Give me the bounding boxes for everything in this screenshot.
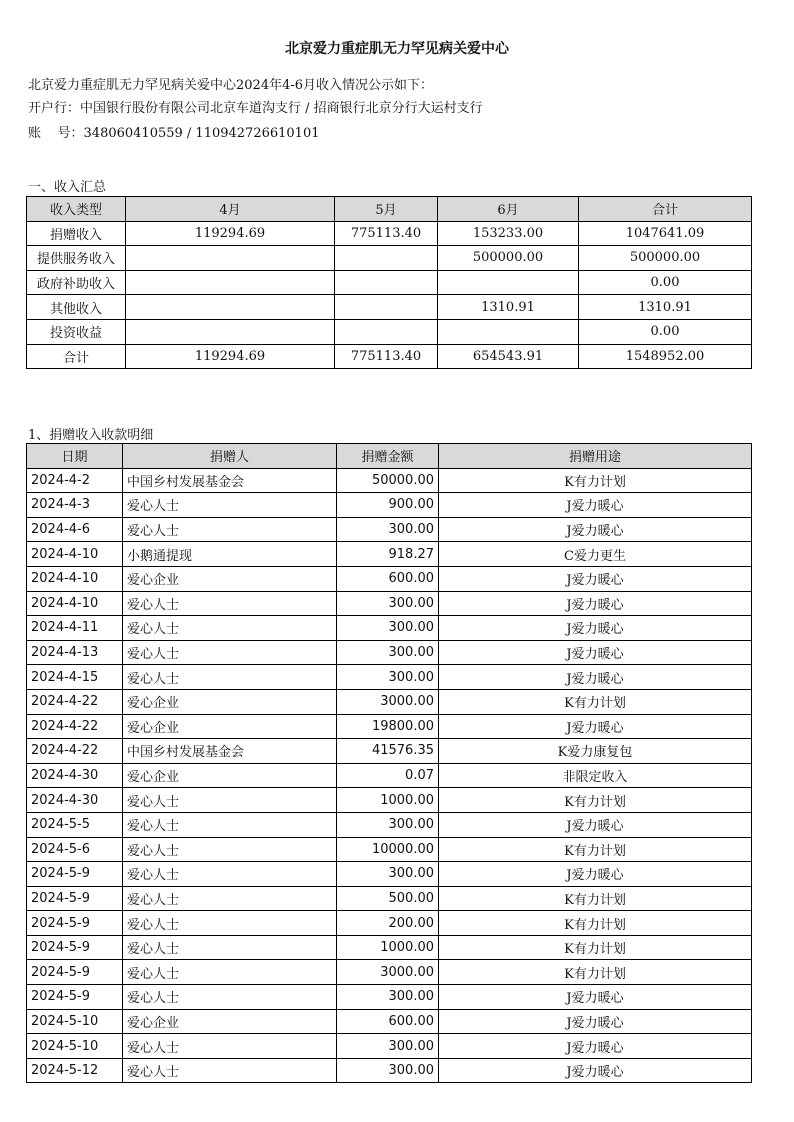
summary-row-cell: 投资收益: [27, 319, 126, 344]
detail-row: [27, 788, 752, 813]
detail-row: [27, 468, 752, 493]
summary-header-row: [27, 197, 752, 222]
detail-row-cell: J爱力暖心: [439, 640, 752, 665]
detail-row-cell: 爱心人士: [123, 985, 337, 1010]
detail-row-cell: 2024-5-9: [27, 935, 123, 960]
income-summary-table: [26, 196, 752, 369]
summary-row-cell: 119294.69: [126, 344, 335, 369]
detail-row-cell: 中国乡村发展基金会: [123, 739, 337, 764]
detail-row-cell: 2024-4-11: [27, 616, 123, 641]
detail-row: [27, 985, 752, 1010]
detail-row-cell: 2024-4-10: [27, 542, 123, 567]
detail-row-cell: 小鹅通提现: [123, 542, 337, 567]
detail-row-cell: J爱力暖心: [439, 665, 752, 690]
detail-header-cell: 日期: [27, 444, 123, 469]
detail-row-cell: 500.00: [337, 886, 439, 911]
detail-row: [27, 911, 752, 936]
detail-row: [27, 591, 752, 616]
detail-row-cell: J爱力暖心: [439, 714, 752, 739]
detail-row-cell: J爱力暖心: [439, 1058, 752, 1083]
detail-row: [27, 960, 752, 985]
detail-row-cell: 2024-4-22: [27, 739, 123, 764]
summary-row-cell: 153233.00: [438, 221, 579, 246]
detail-row-cell: 2024-4-3: [27, 493, 123, 518]
detail-row: [27, 1058, 752, 1083]
detail-row-cell: 2024-5-12: [27, 1058, 123, 1083]
summary-row-cell: 1310.91: [579, 295, 752, 320]
detail-row-cell: 900.00: [337, 493, 439, 518]
detail-row-cell: J爱力暖心: [439, 566, 752, 591]
summary-row-cell: [335, 246, 438, 271]
detail-row-cell: 0.07: [337, 763, 439, 788]
detail-row-cell: J爱力暖心: [439, 812, 752, 837]
detail-heading: 1、捐赠收入收款明细: [28, 428, 154, 443]
detail-row-cell: 2024-4-22: [27, 689, 123, 714]
detail-row-cell: J爱力暖心: [439, 862, 752, 887]
detail-row-cell: C爱力更生: [439, 542, 752, 567]
detail-row-cell: 300.00: [337, 1058, 439, 1083]
detail-row-cell: 2024-5-5: [27, 812, 123, 837]
detail-row: [27, 1009, 752, 1034]
detail-row-cell: 3000.00: [337, 960, 439, 985]
detail-row: [27, 886, 752, 911]
detail-row-cell: 爱心人士: [123, 640, 337, 665]
summary-row-cell: 1310.91: [438, 295, 579, 320]
detail-row: [27, 566, 752, 591]
summary-row-cell: 119294.69: [126, 221, 335, 246]
detail-header-cell: 捐赠金额: [337, 444, 439, 469]
detail-header-row: [27, 444, 752, 469]
detail-row-cell: 非限定收入: [439, 763, 752, 788]
detail-row: [27, 862, 752, 887]
detail-row-cell: 2024-5-9: [27, 911, 123, 936]
summary-row: [27, 344, 752, 369]
detail-row-cell: 41576.35: [337, 739, 439, 764]
detail-row-cell: 2024-4-10: [27, 566, 123, 591]
detail-row-cell: 爱心人士: [123, 812, 337, 837]
detail-row-cell: 300.00: [337, 812, 439, 837]
detail-row-cell: 爱心人士: [123, 837, 337, 862]
detail-row: [27, 689, 752, 714]
detail-row-cell: 爱心人士: [123, 788, 337, 813]
summary-header-cell: 合计: [579, 197, 752, 222]
detail-row-cell: K有力计划: [439, 837, 752, 862]
detail-row-cell: 2024-4-6: [27, 517, 123, 542]
detail-row-cell: 爱心企业: [123, 1009, 337, 1034]
summary-header-cell: 6月: [438, 197, 579, 222]
detail-row-cell: J爱力暖心: [439, 616, 752, 641]
detail-row-cell: K爱力康复包: [439, 739, 752, 764]
detail-row-cell: 2024-5-9: [27, 960, 123, 985]
detail-row-cell: 2024-4-13: [27, 640, 123, 665]
detail-row-cell: 爱心企业: [123, 763, 337, 788]
detail-row-cell: 1000.00: [337, 935, 439, 960]
detail-row-cell: 2024-4-30: [27, 788, 123, 813]
detail-row-cell: K有力计划: [439, 689, 752, 714]
summary-header-cell: 收入类型: [27, 197, 126, 222]
detail-row-cell: 50000.00: [337, 468, 439, 493]
detail-row-cell: 爱心人士: [123, 665, 337, 690]
summary-row-cell: 政府补助收入: [27, 270, 126, 295]
summary-row: [27, 295, 752, 320]
detail-row-cell: 300.00: [337, 862, 439, 887]
detail-row: [27, 493, 752, 518]
summary-row: [27, 221, 752, 246]
account-info: 账 号：348060410559 / 110942726610101: [28, 126, 320, 141]
summary-row-cell: [126, 246, 335, 271]
detail-row-cell: 爱心人士: [123, 517, 337, 542]
detail-row-cell: 2024-4-15: [27, 665, 123, 690]
detail-row-cell: J爱力暖心: [439, 591, 752, 616]
detail-row-cell: 300.00: [337, 616, 439, 641]
detail-row-cell: 爱心人士: [123, 1058, 337, 1083]
detail-row-cell: 爱心人士: [123, 911, 337, 936]
detail-row-cell: 2024-5-6: [27, 837, 123, 862]
summary-row-cell: 654543.91: [438, 344, 579, 369]
summary-row-cell: [335, 319, 438, 344]
summary-row-cell: 775113.40: [335, 344, 438, 369]
detail-row-cell: 爱心人士: [123, 935, 337, 960]
detail-row-cell: 2024-5-9: [27, 886, 123, 911]
summary-heading: 一、收入汇总: [28, 180, 107, 195]
detail-row-cell: 爱心人士: [123, 591, 337, 616]
detail-row-cell: 200.00: [337, 911, 439, 936]
detail-row-cell: 3000.00: [337, 689, 439, 714]
detail-row: [27, 837, 752, 862]
detail-row-cell: J爱力暖心: [439, 493, 752, 518]
detail-row-cell: 爱心人士: [123, 1034, 337, 1059]
summary-header-cell: 4月: [126, 197, 335, 222]
detail-row-cell: 300.00: [337, 665, 439, 690]
detail-row: [27, 935, 752, 960]
detail-row-cell: J爱力暖心: [439, 1009, 752, 1034]
summary-row-cell: 1047641.09: [579, 221, 752, 246]
detail-row-cell: 爱心企业: [123, 689, 337, 714]
detail-row-cell: 2024-4-22: [27, 714, 123, 739]
detail-row-cell: K有力计划: [439, 886, 752, 911]
detail-row: [27, 640, 752, 665]
page-title: 北京爱力重症肌无力罕见病关爱中心: [285, 41, 509, 57]
summary-row-cell: 提供服务收入: [27, 246, 126, 271]
detail-row: [27, 812, 752, 837]
donation-detail-table: [26, 443, 752, 1083]
detail-row-cell: J爱力暖心: [439, 1034, 752, 1059]
summary-row-cell: 775113.40: [335, 221, 438, 246]
summary-row-cell: [335, 270, 438, 295]
detail-row: [27, 763, 752, 788]
detail-row-cell: K有力计划: [439, 911, 752, 936]
detail-row-cell: K有力计划: [439, 468, 752, 493]
summary-row: [27, 246, 752, 271]
detail-row: [27, 616, 752, 641]
detail-row-cell: 2024-4-30: [27, 763, 123, 788]
summary-row-cell: 500000.00: [579, 246, 752, 271]
intro-text: 北京爱力重症肌无力罕见病关爱中心2024年4-6月收入情况公示如下：: [28, 78, 434, 93]
detail-row: [27, 542, 752, 567]
summary-row-cell: 500000.00: [438, 246, 579, 271]
detail-row-cell: J爱力暖心: [439, 985, 752, 1010]
detail-row-cell: 19800.00: [337, 714, 439, 739]
detail-row-cell: 2024-5-10: [27, 1034, 123, 1059]
detail-row-cell: 600.00: [337, 1009, 439, 1034]
summary-row-cell: [126, 295, 335, 320]
detail-row-cell: 10000.00: [337, 837, 439, 862]
detail-header-cell: 捐赠人: [123, 444, 337, 469]
summary-row-cell: 0.00: [579, 319, 752, 344]
detail-row: [27, 739, 752, 764]
detail-row-cell: 600.00: [337, 566, 439, 591]
detail-row: [27, 665, 752, 690]
detail-row-cell: 300.00: [337, 640, 439, 665]
summary-row-cell: [438, 319, 579, 344]
detail-row-cell: 爱心企业: [123, 566, 337, 591]
detail-row-cell: 爱心人士: [123, 493, 337, 518]
detail-row-cell: 爱心人士: [123, 616, 337, 641]
detail-header-cell: 捐赠用途: [439, 444, 752, 469]
detail-row-cell: K有力计划: [439, 788, 752, 813]
detail-row-cell: K有力计划: [439, 960, 752, 985]
summary-row-cell: [126, 270, 335, 295]
summary-header-cell: 5月: [335, 197, 438, 222]
summary-row-cell: 合计: [27, 344, 126, 369]
detail-row-cell: K有力计划: [439, 935, 752, 960]
detail-row-cell: 2024-5-9: [27, 985, 123, 1010]
summary-row-cell: [126, 319, 335, 344]
detail-row-cell: 1000.00: [337, 788, 439, 813]
summary-row-cell: 捐赠收入: [27, 221, 126, 246]
summary-row: [27, 319, 752, 344]
summary-row-cell: 其他收入: [27, 295, 126, 320]
detail-row-cell: 300.00: [337, 591, 439, 616]
detail-row-cell: 2024-5-9: [27, 862, 123, 887]
summary-row: [27, 270, 752, 295]
detail-row-cell: 2024-4-2: [27, 468, 123, 493]
detail-row-cell: 918.27: [337, 542, 439, 567]
detail-row-cell: 爱心人士: [123, 862, 337, 887]
detail-row: [27, 714, 752, 739]
summary-row-cell: [335, 295, 438, 320]
detail-row: [27, 1034, 752, 1059]
detail-row: [27, 517, 752, 542]
detail-row-cell: 2024-4-10: [27, 591, 123, 616]
detail-row-cell: 300.00: [337, 985, 439, 1010]
detail-row-cell: 爱心企业: [123, 714, 337, 739]
summary-row-cell: [438, 270, 579, 295]
detail-row-cell: 爱心人士: [123, 960, 337, 985]
summary-row-cell: 0.00: [579, 270, 752, 295]
bank-info: 开户行：中国银行股份有限公司北京车道沟支行 / 招商银行北京分行大运村支行: [28, 101, 483, 116]
detail-row-cell: 300.00: [337, 1034, 439, 1059]
summary-row-cell: 1548952.00: [579, 344, 752, 369]
detail-row-cell: 中国乡村发展基金会: [123, 468, 337, 493]
detail-row-cell: 300.00: [337, 517, 439, 542]
detail-row-cell: J爱力暖心: [439, 517, 752, 542]
detail-row-cell: 爱心人士: [123, 886, 337, 911]
detail-row-cell: 2024-5-10: [27, 1009, 123, 1034]
